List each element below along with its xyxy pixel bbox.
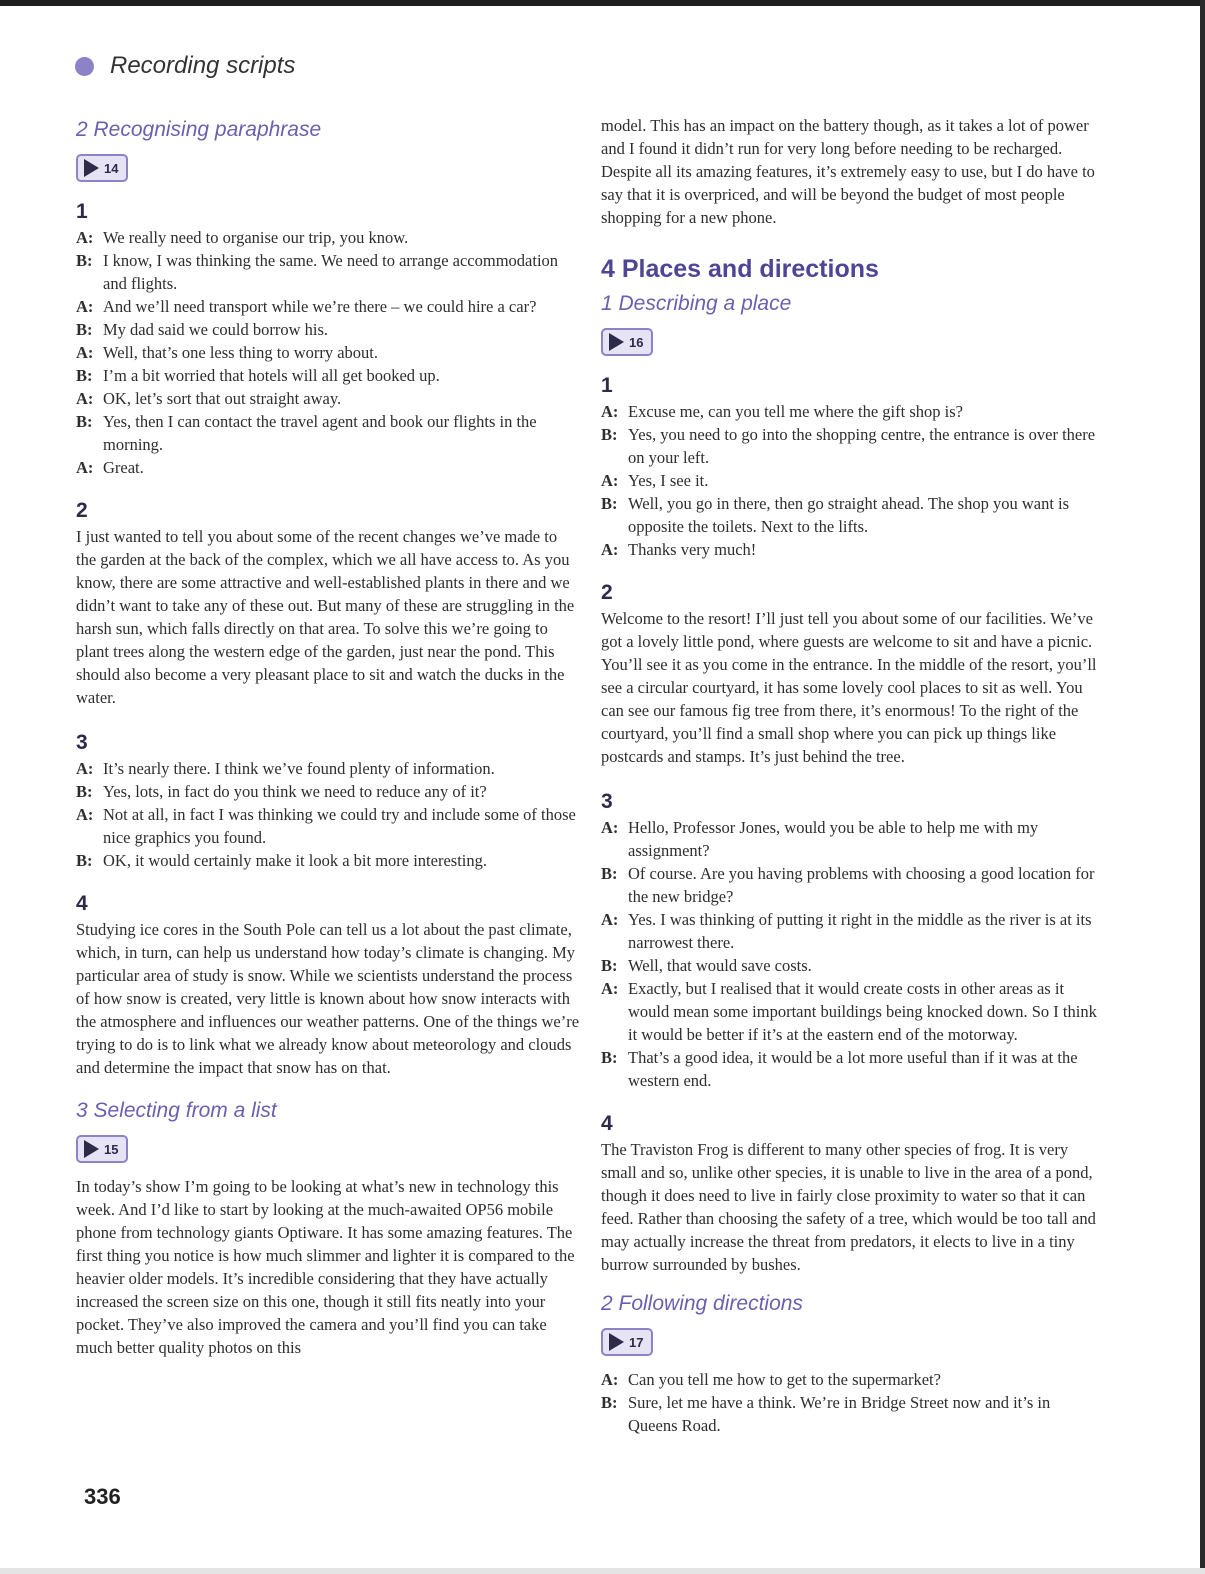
monologue-text: In today’s show I’m going to be looking at what’s new in technology this week. And I’d like to start by looking at the much-awaited OP56 mobile phone from technology giants Optiware. It has some amazing features. The first thing you notice is how much slimmer and lighter it is compared to the heavier older models. It’s incredible considering that they have actually increased the screen size on this one, though it still fits neatly into your pocket. They’ve also improved the camera and you’ll find you can take much better quality photos on this — [76, 1177, 575, 1357]
dialogue-line — [601, 1046, 1103, 1092]
dialogue-line — [601, 492, 1103, 538]
play-icon — [84, 1140, 99, 1158]
utterance: Yes, I see it. — [628, 471, 709, 490]
dialogue — [76, 757, 581, 872]
monologue-text: I just wanted to tell you about some of the recent changes we’ve made to the garden at the back of the complex, which we all have access to. As you know, there are some attractive and well-established plants in there and we didn’t want to take any of these out. But many of these are struggling in the harsh sun, which falls directly on that area. To solve this we’re going to plant trees along the western edge of the garden, just near the pond. This should also become a very pleasant place to sit and watch the ducks in the water. — [76, 527, 575, 707]
dialogue-line — [601, 1391, 1103, 1437]
dialogue-line — [601, 469, 1103, 492]
utterance: Can you tell me how to get to the supermarket? — [628, 1370, 941, 1389]
utterance: Thanks very much! — [628, 540, 757, 559]
dialogue-line — [76, 410, 581, 456]
utterance: I know, I was thinking the same. We need to arrange accommodation and flights. — [103, 251, 559, 293]
left-column — [76, 118, 581, 1369]
utterance: Of course. Are you having problems with choosing a good location for the new bridge? — [628, 864, 1095, 906]
speaker: A: — [601, 979, 619, 998]
dialogue-line — [601, 862, 1103, 908]
item-number: 1 — [76, 200, 88, 223]
utterance: Yes. I was thinking of putting it right in the middle as the river is at its narrowest there. — [628, 910, 1092, 952]
speaker: A: — [76, 805, 94, 824]
dialogue — [601, 1368, 1103, 1437]
utterance: Exactly, but I realised that it would create costs in other areas as it would mean some important buildings being knocked down. So I think it would be better if it’s at the eastern end of the motorway. — [628, 979, 1097, 1044]
section-title: 2 Recognising paraphrase — [76, 118, 322, 141]
speaker: A: — [76, 343, 94, 362]
dialogue-line — [76, 318, 581, 341]
utterance: Yes, then I can contact the travel agent and book our flights in the morning. — [103, 412, 537, 454]
dialogue-line — [76, 387, 581, 410]
speaker: B: — [601, 956, 618, 975]
speaker: A: — [76, 228, 94, 247]
audio-track-button[interactable] — [76, 1135, 128, 1163]
utterance: Excuse me, can you tell me where the gift shop is? — [628, 402, 963, 421]
utterance: Sure, let me have a think. We’re in Bridge Street now and it’s in Queens Road. — [628, 1393, 1051, 1435]
dialogue-line — [76, 226, 581, 249]
dialogue-line — [601, 954, 1103, 977]
speaker: B: — [76, 851, 93, 870]
utterance: Hello, Professor Jones, would you be able to help me with my assignment? — [628, 818, 1039, 860]
track-number: 16 — [629, 334, 644, 350]
item-number: 1 — [601, 374, 613, 397]
play-icon — [609, 333, 624, 351]
speaker: A: — [601, 402, 619, 421]
dialogue-line — [601, 908, 1103, 954]
track-number: 15 — [104, 1141, 119, 1157]
play-icon — [84, 159, 99, 177]
speaker: B: — [601, 494, 618, 513]
utterance: Well, you go in there, then go straight ahead. The shop you want is opposite the toilets. Next to the lifts. — [628, 494, 1070, 536]
dialogue-line — [601, 1368, 1103, 1391]
dialogue-line — [76, 849, 581, 872]
item-number: 4 — [76, 892, 88, 915]
speaker: B: — [76, 412, 93, 431]
item-number: 2 — [601, 581, 613, 604]
speaker: B: — [76, 320, 93, 339]
monologue-text: The Traviston Frog is different to many other species of frog. It is very small and so, unlike other species, it is unable to live in the area of a pond, though it does need to live in fairly close proximity to water so that it can feed. Rather than choosing the safety of a tree, which would be too tall and may actually increase the threat from predators, it elects to live in a tiny burrow surrounded by bushes. — [601, 1140, 1096, 1274]
bottom-border — [0, 1568, 1205, 1574]
bullet-dot-icon — [75, 57, 94, 76]
speaker: A: — [76, 458, 94, 477]
section-title: 2 Following directions — [601, 1292, 803, 1315]
speaker: B: — [601, 425, 618, 444]
dialogue-line — [76, 249, 581, 295]
speaker: B: — [76, 366, 93, 385]
continuation-text: model. This has an impact on the battery though, as it takes a lot of power and I found it didn’t run for very long before needing to be recharged. Despite all its amazing features, it’s extremely easy to use, but I do have to say that it is overpriced, and will be beyond the budget of most people shopping for a new phone. — [601, 116, 1095, 227]
speaker: A: — [601, 818, 619, 837]
audio-track-button[interactable] — [601, 1328, 653, 1356]
speaker: B: — [601, 864, 618, 883]
right-column — [601, 114, 1103, 1437]
dialogue-line — [601, 816, 1103, 862]
utterance: I’m a bit worried that hotels will all get booked up. — [103, 366, 440, 385]
dialogue-line — [601, 538, 1103, 561]
audio-track-button[interactable] — [76, 154, 128, 182]
section-title: 3 Selecting from a list — [76, 1099, 277, 1122]
dialogue — [601, 400, 1103, 561]
dialogue-line — [76, 803, 581, 849]
utterance: Great. — [103, 458, 144, 477]
page-number: 336 — [84, 1484, 121, 1509]
speaker: B: — [601, 1048, 618, 1067]
top-border — [0, 0, 1205, 6]
utterance: OK, let’s sort that out straight away. — [103, 389, 342, 408]
dialogue-line — [601, 977, 1103, 1046]
track-number: 17 — [629, 1334, 644, 1350]
play-icon — [609, 1333, 624, 1351]
running-head-title: Recording scripts — [110, 52, 296, 79]
dialogue-line — [76, 757, 581, 780]
utterance: Well, that’s one less thing to worry about. — [103, 343, 379, 362]
running-head — [75, 52, 295, 80]
utterance: Yes, you need to go into the shopping centre, the entrance is over there on your left. — [628, 425, 1096, 467]
monologue-text: Welcome to the resort! I’ll just tell you about some of our facilities. We’ve got a lovely little pond, where guests are welcome to sit and have a picnic. You’ll see it as you come in the entrance. In the middle of the resort, you’ll see a circular courtyard, it has some lovely cool places to sit as well. You can see our famous fig tree from there, it’s enormous! To the right of the courtyard, you’ll find a small shop where you can pick up things like postcards and stamps. It’s just behind the tree. — [601, 609, 1097, 766]
speaker: A: — [76, 389, 94, 408]
item-number: 3 — [601, 790, 613, 813]
speaker: B: — [76, 782, 93, 801]
speaker: B: — [76, 251, 93, 270]
dialogue-line — [601, 423, 1103, 469]
dialogue-line — [76, 341, 581, 364]
dialogue-line — [76, 364, 581, 387]
utterance: Well, that would save costs. — [628, 956, 812, 975]
utterance: My dad said we could borrow his. — [103, 320, 329, 339]
dialogue-line — [76, 780, 581, 803]
dialogue — [601, 816, 1103, 1092]
speaker: B: — [601, 1393, 618, 1412]
speaker: A: — [601, 540, 619, 559]
dialogue — [76, 226, 581, 479]
speaker: A: — [601, 910, 619, 929]
item-number: 3 — [76, 731, 88, 754]
dialogue-line — [76, 295, 581, 318]
item-number: 2 — [76, 499, 88, 522]
monologue-text: Studying ice cores in the South Pole can tell us a lot about the past climate, which, in turn, can help us understand how today’s climate is changing. My particular area of study is snow. While we scientists understand the process of how snow is created, very little is known about how snow interacts with the atmosphere and influences our weather patterns. One of the things we’re trying to do is to link what we already know about meteorology and clouds and determine the impact that snow has on that. — [76, 920, 580, 1077]
item-number: 4 — [601, 1112, 613, 1135]
speaker: A: — [76, 759, 94, 778]
utterance: Not at all, in fact I was thinking we could try and include some of those nice graphics you found. — [103, 805, 576, 847]
utterance: Yes, lots, in fact do you think we need to reduce any of it? — [103, 782, 487, 801]
utterance: And we’ll need transport while we’re there – we could hire a car? — [103, 297, 537, 316]
utterance: We really need to organise our trip, you know. — [103, 228, 409, 247]
audio-track-button[interactable] — [601, 328, 653, 356]
unit-title: 4 Places and directions — [601, 255, 879, 283]
dialogue-line — [601, 400, 1103, 423]
track-number: 14 — [104, 160, 119, 176]
utterance: It’s nearly there. I think we’ve found plenty of information. — [103, 759, 495, 778]
utterance: That’s a good idea, it would be a lot more useful than if it was at the western end. — [628, 1048, 1078, 1090]
utterance: OK, it would certainly make it look a bit more interesting. — [103, 851, 487, 870]
right-border — [1200, 0, 1205, 1574]
dialogue-line — [76, 456, 581, 479]
speaker: A: — [601, 471, 619, 490]
speaker: A: — [601, 1370, 619, 1389]
section-title: 1 Describing a place — [601, 292, 792, 315]
speaker: A: — [76, 297, 94, 316]
